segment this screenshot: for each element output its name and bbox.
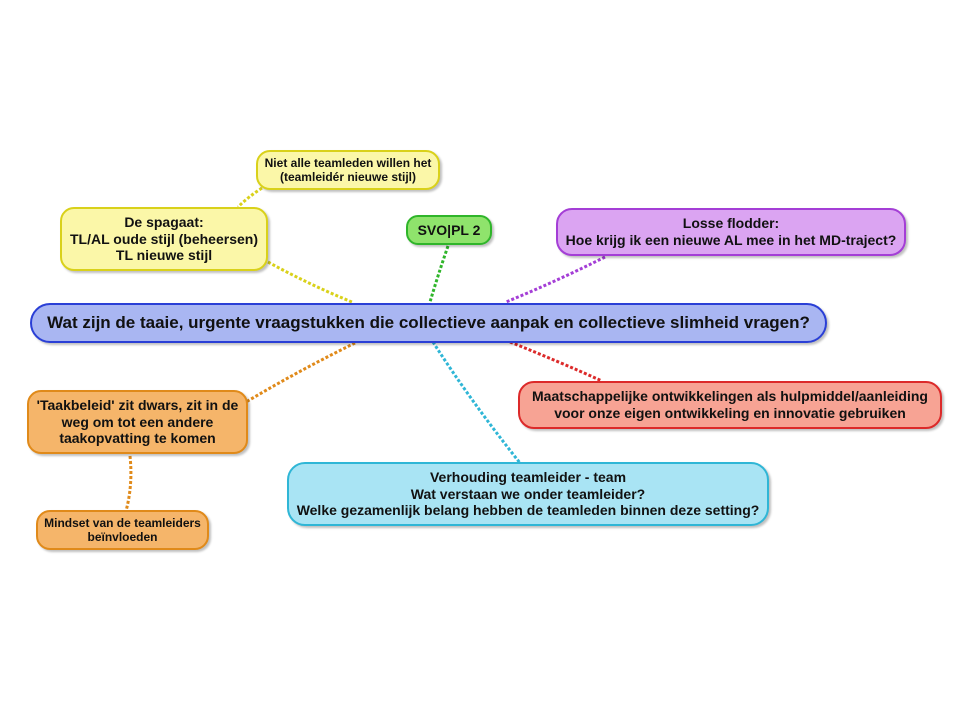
link-losse	[506, 257, 605, 302]
verhouding-line-3: Welke gezamenlijk belang hebben de teamleden binnen deze setting?	[296, 502, 760, 519]
mindset-line-1: Mindset van de teamleiders	[44, 515, 201, 530]
verhouding-line-2: Wat verstaan we onder teamleider?	[410, 485, 646, 502]
link-svo	[430, 246, 448, 302]
taakbeleid-line-2: weg om tot een andere	[61, 413, 214, 430]
link-spagaat	[268, 262, 352, 302]
link-taakbeleid	[246, 343, 355, 402]
spagaat-line-2: TL/AL oude stijl (beheersen)	[70, 230, 258, 247]
mindset-node[interactable]	[36, 510, 209, 550]
verhouding-teamleider-node[interactable]	[287, 462, 769, 526]
losse-line-1: Losse flodder:	[682, 215, 780, 232]
niet-alle-line-1: Niet alle teamleden willen het	[264, 155, 432, 170]
central-line-1: Wat zijn de taaie, urgente vraagstukken die collectieve aanpak en collectieve slimheid vragen?	[47, 312, 810, 332]
maatschappelijke-ontwikkelingen-node[interactable]	[518, 381, 942, 429]
link-maatschappelijk	[510, 342, 602, 381]
maatschappelijk-line-1: Maatschappelijke ontwikkelingen als hulpmiddel/aanleiding	[532, 388, 928, 405]
taakbeleid-node[interactable]	[27, 390, 248, 454]
link-mindset	[126, 456, 131, 511]
svo-line-1: SVO|PL 2	[417, 221, 481, 238]
mindset-line-2: beïnvloeden	[87, 530, 158, 544]
niet-alle-teamleden-node[interactable]	[256, 150, 440, 190]
losse-flodder-node[interactable]	[556, 208, 906, 256]
spagaat-line-1: De spagaat:	[124, 213, 204, 230]
central-question-node[interactable]	[30, 303, 827, 343]
taakbeleid-line-3: taakopvatting te komen	[59, 430, 216, 447]
svo-pl-2-node[interactable]	[406, 215, 492, 245]
losse-line-2: Hoe krijg ik een nieuwe AL mee in het MD-traject?	[565, 232, 897, 248]
taakbeleid-line-1: 'Taakbeleid' zit dwars, zit in de	[36, 396, 239, 413]
verhouding-line-1: Verhouding teamleider - team	[429, 468, 627, 485]
link-verhouding	[433, 342, 520, 463]
niet-alle-line-2: (teamleidér nieuwe stijl)	[279, 170, 417, 184]
spagaat-line-3: TL nieuwe stijl	[115, 247, 213, 264]
link-niet-alle	[238, 188, 262, 207]
maatschappelijk-line-2: voor onze eigen ontwikkeling en innovatie gebruiken	[554, 405, 906, 421]
spagaat-node[interactable]	[60, 207, 268, 271]
